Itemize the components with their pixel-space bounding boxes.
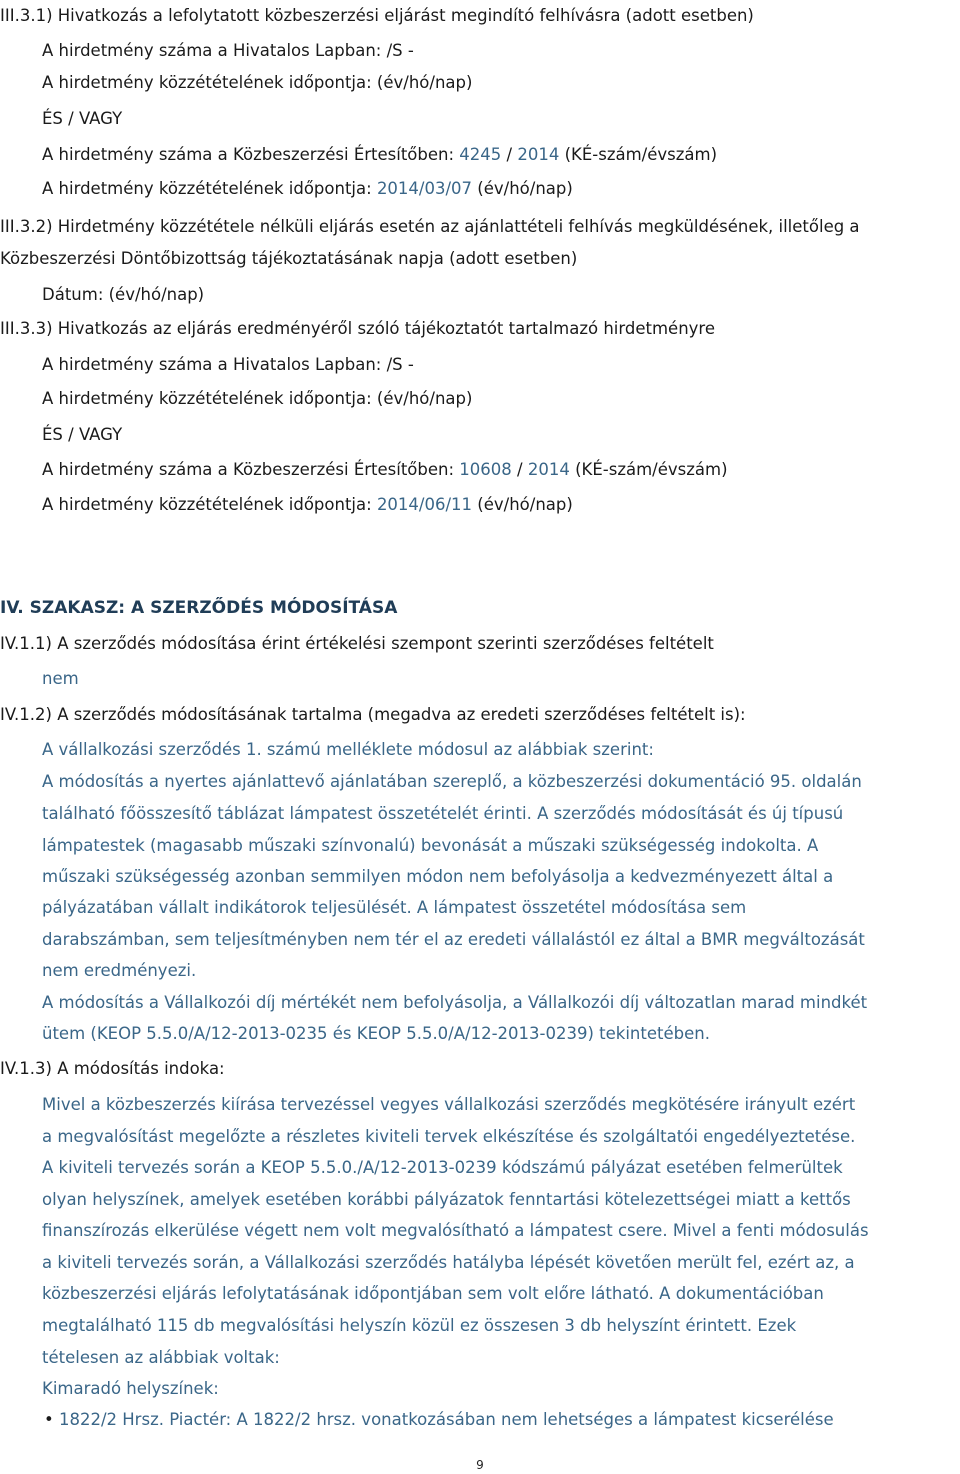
section-iv-1-2-heading: IV.1.2) A szerződés módosításának tartalma (megadva az eredeti szerződéses feltételt is): — [0, 705, 746, 724]
iv-1-3-line: Kimaradó helyszínek: — [42, 1379, 219, 1398]
section-iii-3-1-heading: III.3.1) Hivatkozás a lefolytatott közbeszerzési eljárást megindító felhívásra (adott esetben) — [0, 6, 754, 25]
section-iii-3-2-line2: Közbeszerzési Döntőbizottság tájékoztatásának napja (adott esetben) — [0, 249, 578, 268]
ke-number-value: 4245 — [459, 145, 502, 164]
ke-number-line-2 — [42, 459, 728, 481]
ke-year-value: 2014 — [517, 145, 560, 164]
section-iv-1-1-heading: IV.1.1) A szerződés módosítása érint értékelési szempont szerinti szerződéses feltételt — [0, 634, 714, 653]
ke-suffix: (KÉ-szám/évszám) — [559, 145, 718, 164]
iv-1-3-line: a megvalósítást megelőzte a részletes kiviteli tervek elkészítése és szolgáltatói engedélyeztetése. — [42, 1127, 856, 1146]
iv-1-2-line: A vállalkozási szerződés 1. számú melléklete módosul az alábbiak szerint: — [42, 740, 654, 759]
iv-1-2-line: A módosítás a nyertes ajánlattevő ajánlatában szereplő, a közbeszerzési dokumentáció 95. oldalán — [42, 772, 862, 791]
section-iii-3-2-line1: III.3.2) Hirdetmény közzététele nélküli eljárás esetén az ajánlattételi felhívás megküldésének, illetőleg a — [0, 217, 860, 236]
iv-1-2-line: ütem (KEOP 5.5.0/A/12-2013-0235 és KEOP 5.5.0/A/12-2013-0239) tekintetében. — [42, 1024, 710, 1043]
iv-1-1-value: nem — [42, 669, 79, 688]
iv-1-2-line: lámpatestek (magasabb műszaki színvonalú) bevonását a műszaki szükségesség indokolta. A — [42, 836, 819, 855]
page-number: 9 — [476, 1458, 484, 1472]
ke-slash: / — [511, 460, 528, 479]
iv-1-3-line: A kiviteli tervezés során a KEOP 5.5.0./A/12-2013-0239 kódszámú pályázat esetében felmerültek — [42, 1158, 843, 1177]
ke-suffix: (KÉ-szám/évszám) — [569, 460, 728, 479]
iv-1-3-line: megtalálható 115 db megvalósítási helyszín közül ez összesen 3 db helyszínt érintett. Ezek — [42, 1316, 797, 1335]
section-iv-1-3-heading: IV.1.3) A módosítás indoka: — [0, 1059, 225, 1078]
iv-1-2-line: műszaki szükségesség azonban semmilyen módon nem befolyásolja a kedvezményezett által a — [42, 867, 834, 886]
publication-date-suffix: (év/hó/nap) — [472, 179, 573, 198]
ke-number-value: 10608 — [459, 460, 512, 479]
publication-date-line — [42, 178, 573, 200]
iv-1-3-line: a kiviteli tervezés során, a Vállalkozási szerződés hatályba lépését követően merült fel, ezért az, a — [42, 1253, 855, 1272]
ke-number-label: A hirdetmény száma a Közbeszerzési Értesítőben: — [42, 460, 460, 479]
bullet-item-text: 1822/2 Hrsz. Piactér: A 1822/2 hrsz. vonatkozásában nem lehetséges a lámpatest kicserélése — [58, 1410, 834, 1429]
publication-date-label-2: A hirdetmény közzétételének időpontja: (év/hó/nap) — [42, 389, 473, 408]
iv-1-2-line: található főösszesítő táblázat lámpatest összetételét érinti. A szerződés módosítását és új típusú — [42, 804, 844, 823]
section-iii-3-3-heading: III.3.3) Hivatkozás az eljárás eredményéről szóló tájékoztatót tartalmazó hirdetményre — [0, 319, 716, 338]
publication-date-prefix: A hirdetmény közzétételének időpontja: — [42, 179, 377, 198]
bullet-list-item — [44, 1409, 834, 1431]
and-or-label: ÉS / VAGY — [42, 109, 123, 128]
publication-date-line-2 — [42, 494, 573, 516]
official-journal-number: A hirdetmény száma a Hivatalos Lapban: /S - — [42, 41, 414, 60]
publication-date-value: 2014/03/07 — [376, 179, 473, 198]
iv-1-3-line: tételesen az alábbiak voltak: — [42, 1348, 280, 1367]
publication-date-label: A hirdetmény közzétételének időpontja: (év/hó/nap) — [42, 73, 473, 92]
date-label: Dátum: (év/hó/nap) — [42, 285, 205, 304]
iv-1-3-line: olyan helyszínek, amelyek esetében korábbi pályázatok fenntartási kötelezettségei miatt a kettős — [42, 1190, 851, 1209]
iv-1-2-line: A módosítás a Vállalkozói díj mértékét nem befolyásolja, a Vállalkozói díj változatlan marad mindkét — [42, 993, 868, 1012]
iv-1-2-line: darabszámban, sem teljesítményben nem tér el az eredeti vállalástól ez által a BMR megváltozását — [42, 930, 865, 949]
iv-1-2-line: pályázatában vállalt indikátorok teljesülését. A lámpatest összetétel módosítása sem — [42, 898, 747, 917]
iv-1-3-line: finanszírozás elkerülése végett nem volt megvalósítható a lámpatest csere. Mivel a fenti módosulás — [42, 1221, 869, 1240]
ke-number-label: A hirdetmény száma a Közbeszerzési Értesítőben: — [42, 145, 460, 164]
ke-year-value: 2014 — [527, 460, 570, 479]
ke-slash: / — [501, 145, 518, 164]
section-iv-title: IV. SZAKASZ: A SZERZŐDÉS MÓDOSÍTÁSA — [0, 598, 398, 618]
publication-date-suffix: (év/hó/nap) — [472, 495, 573, 514]
official-journal-number-2: A hirdetmény száma a Hivatalos Lapban: /S - — [42, 355, 414, 374]
publication-date-prefix: A hirdetmény közzétételének időpontja: — [42, 495, 377, 514]
iv-1-3-line: Mivel a közbeszerzés kiírása tervezéssel vegyes vállalkozási szerződés megkötésére irányult ezért — [42, 1095, 856, 1114]
and-or-label-2: ÉS / VAGY — [42, 425, 123, 444]
iv-1-2-line: nem eredményezi. — [42, 961, 197, 980]
ke-number-line — [42, 144, 717, 166]
publication-date-value: 2014/06/11 — [376, 495, 473, 514]
iv-1-3-line: közbeszerzési eljárás lefolytatásának időpontjában sem volt előre látható. A dokumentációban — [42, 1284, 824, 1303]
bullet-marker: • — [44, 1410, 54, 1429]
